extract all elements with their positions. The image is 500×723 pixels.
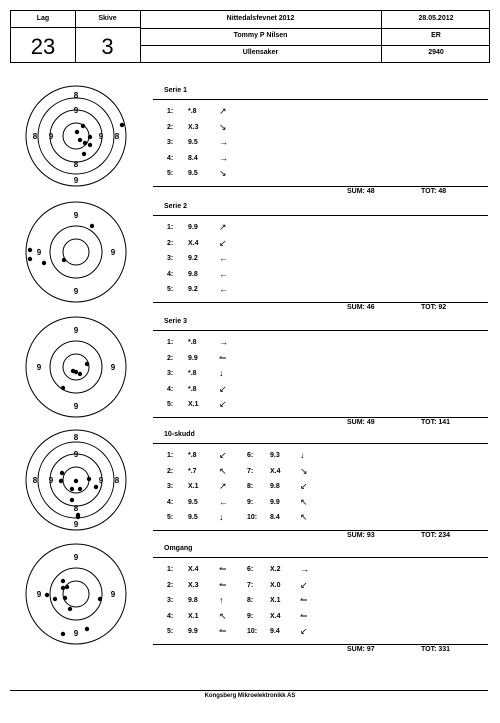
ring-number: 8 <box>32 476 38 485</box>
ring-number: 9 <box>73 176 79 185</box>
target-ring <box>50 226 102 278</box>
shot-score: 9.9 <box>188 354 198 362</box>
shot-direction-arrow: ↓ <box>219 512 224 522</box>
ring-number: 8 <box>73 160 79 169</box>
target-face <box>25 543 127 645</box>
shot-direction-arrow: ↼ <box>219 579 227 590</box>
ring-number: 9 <box>48 132 54 141</box>
shot-hole <box>90 224 94 228</box>
shot-number: 2: <box>167 354 174 362</box>
shot-number: 1: <box>167 566 174 573</box>
shot-hole <box>98 597 102 601</box>
shot-direction-arrow: ↓ <box>300 450 305 460</box>
shot-hole <box>87 477 91 481</box>
shot-hole <box>81 124 85 128</box>
shot-direction-arrow: ↖ <box>300 512 308 522</box>
shot-score: 8.4 <box>270 514 280 521</box>
shot-score: *.8 <box>188 108 197 115</box>
shot-direction-arrow: ↖ <box>300 496 308 507</box>
shot-direction-arrow: ↼ <box>300 610 308 621</box>
shot-score: 9.8 <box>188 597 198 604</box>
ring-number: 8 <box>32 132 38 141</box>
shot-direction-arrow: ← <box>219 268 228 279</box>
shot-number: 5: <box>167 401 174 408</box>
shooter-name: Tommy P Nilsen <box>233 32 288 39</box>
event-name: Nittedalsfevnet 2012 <box>226 15 295 22</box>
ring-number: 9 <box>98 132 104 141</box>
shot-hole <box>85 362 89 366</box>
footer-text: Kongsberg Mikroelektronikk AS <box>204 693 296 699</box>
shot-number: 5: <box>167 628 174 635</box>
skive-label: Skive <box>98 15 117 22</box>
shot-score: X.2 <box>270 566 281 573</box>
shot-number: 2: <box>167 239 174 247</box>
shot-direction-arrow: ↖ <box>219 465 227 476</box>
target-face <box>25 85 127 187</box>
shot-direction-arrow: ↼ <box>219 564 227 574</box>
shot-hole <box>68 607 72 611</box>
series-title: Serie 1 <box>164 87 187 94</box>
target-ring <box>50 568 102 620</box>
shot-number: 6: <box>247 566 254 573</box>
shot-hole <box>83 141 87 145</box>
shot-direction-arrow: ↼ <box>219 352 227 363</box>
shot-hole <box>94 485 98 489</box>
shot-number: 1: <box>167 452 174 459</box>
shot-number: 5: <box>167 514 174 521</box>
shot-number: 9: <box>247 498 254 506</box>
shot-number: 10: <box>247 514 258 521</box>
ring-number: 9 <box>73 629 79 638</box>
ring-number: 8 <box>114 132 120 141</box>
shot-hole <box>88 135 92 139</box>
ring-number: 9 <box>73 402 79 411</box>
series-total: TOT: 234 <box>421 532 451 539</box>
shot-direction-arrow: ↙ <box>300 579 308 590</box>
shot-score: 9.2 <box>188 286 198 293</box>
shot-number: 6: <box>247 452 254 459</box>
shot-hole <box>63 596 67 600</box>
shot-score: X.4 <box>188 239 199 247</box>
shot-hole <box>45 593 49 597</box>
shot-hole <box>88 143 92 147</box>
ring-number: 9 <box>110 590 116 599</box>
series-sum: SUM: 93 <box>347 532 375 539</box>
header-table <box>10 10 490 63</box>
shot-hole <box>70 498 74 502</box>
shot-score: 8.4 <box>188 154 198 162</box>
ring-number: 9 <box>73 106 79 115</box>
shot-direction-arrow: ← <box>219 253 228 263</box>
shot-hole <box>28 257 32 261</box>
shot-hole <box>74 479 78 483</box>
shot-score: X.1 <box>188 483 199 490</box>
ring-number: 9 <box>73 211 79 220</box>
shot-direction-arrow: ↖ <box>219 610 227 621</box>
shot-hole <box>76 515 80 519</box>
shot-score: X.4 <box>270 467 281 475</box>
ring-number: 9 <box>98 476 104 485</box>
shot-score: 9.8 <box>188 270 198 278</box>
shot-direction-arrow: ↘ <box>219 121 227 132</box>
shot-direction-arrow: ↼ <box>300 595 308 605</box>
shot-number: 2: <box>167 581 174 589</box>
series-title: 10-skudd <box>164 431 195 438</box>
ring-number: 9 <box>36 363 42 372</box>
shot-score: 9.8 <box>270 483 280 490</box>
target-ring <box>26 86 126 186</box>
shot-number: 8: <box>247 597 254 604</box>
shooter-number: 2940 <box>428 49 444 56</box>
shot-hole <box>61 386 65 390</box>
shot-hole <box>53 597 57 601</box>
shot-number: 1: <box>167 108 174 115</box>
series-sum: SUM: 48 <box>347 188 375 195</box>
shot-score: 9.3 <box>270 452 280 459</box>
shot-direction-arrow: ↗ <box>219 222 227 232</box>
shot-score: 9.2 <box>188 255 198 262</box>
ring-number: 8 <box>114 476 120 485</box>
shot-score: 9.9 <box>188 224 198 231</box>
ring-number: 8 <box>73 504 79 513</box>
shot-number: 3: <box>167 370 174 377</box>
shot-number: 4: <box>167 154 174 162</box>
shot-number: 5: <box>167 286 174 293</box>
shot-hole <box>82 152 86 156</box>
series-title: Serie 2 <box>164 203 187 210</box>
shot-direction-arrow: ↼ <box>219 626 227 636</box>
shot-number: 3: <box>167 483 174 490</box>
shot-direction-arrow: ← <box>219 284 228 294</box>
target-face <box>25 316 127 418</box>
event-date: 28.05.2012 <box>418 15 454 22</box>
shot-number: 9: <box>247 612 254 620</box>
ring-number: 9 <box>110 363 116 372</box>
target-ring <box>63 354 89 380</box>
series-total: TOT: 331 <box>421 646 451 653</box>
shot-direction-arrow: ↙ <box>300 481 308 491</box>
series-title: Omgang <box>164 545 193 552</box>
shot-number: 3: <box>167 139 174 146</box>
series-total: TOT: 48 <box>421 188 447 195</box>
shot-number: 4: <box>167 498 174 506</box>
series-total: TOT: 141 <box>421 419 451 426</box>
target-ring <box>50 341 102 393</box>
shot-hole <box>59 479 63 483</box>
ring-number: 9 <box>73 450 79 459</box>
shot-score: 9.5 <box>188 498 198 506</box>
lag-value: 23 <box>30 34 56 59</box>
shot-hole <box>61 632 65 636</box>
shot-direction-arrow: ↘ <box>300 465 308 476</box>
shot-number: 1: <box>167 224 174 231</box>
shot-number: 4: <box>167 385 174 393</box>
shot-direction-arrow: ↙ <box>219 399 227 409</box>
series-title: Serie 3 <box>164 318 187 325</box>
shot-score: 9.4 <box>270 628 280 635</box>
skive-value: 3 <box>101 34 114 59</box>
shot-score: X.1 <box>188 612 199 620</box>
ring-number: 9 <box>73 326 79 335</box>
series-sum: SUM: 97 <box>347 646 375 653</box>
lag-label: Lag <box>36 15 50 22</box>
shot-score: X.3 <box>188 123 199 131</box>
ring-number: 8 <box>73 433 79 442</box>
shot-direction-arrow: ↑ <box>219 595 224 605</box>
shot-direction-arrow: ↗ <box>219 481 227 491</box>
shot-direction-arrow: ↓ <box>219 368 224 378</box>
shot-score: 9.5 <box>188 170 198 177</box>
shot-number: 7: <box>247 581 254 589</box>
ring-number: 9 <box>73 520 79 529</box>
shot-score: *.8 <box>188 452 197 459</box>
shot-hole <box>61 586 65 590</box>
shot-direction-arrow: → <box>219 137 228 147</box>
ring-number: 8 <box>73 91 79 100</box>
shot-score: X.3 <box>188 581 199 589</box>
shot-number: 3: <box>167 597 174 604</box>
shot-score: *.8 <box>188 370 197 377</box>
shot-direction-arrow: → <box>219 337 228 347</box>
shot-direction-arrow: ↙ <box>219 450 227 460</box>
shot-score: 9.5 <box>188 514 198 521</box>
shot-number: 4: <box>167 612 174 620</box>
shot-hole <box>78 138 82 142</box>
shot-hole <box>42 261 46 265</box>
ring-number: 9 <box>73 287 79 296</box>
target-ring <box>50 110 102 162</box>
shot-number: 2: <box>167 123 174 131</box>
shot-score: *.8 <box>188 339 197 346</box>
shot-score: 9.9 <box>270 498 280 506</box>
shot-direction-arrow: → <box>219 152 228 163</box>
club-name: Ullensaker <box>242 49 279 56</box>
shot-score: 9.9 <box>188 628 198 635</box>
shot-direction-arrow: ↙ <box>219 383 227 394</box>
series-sum: SUM: 49 <box>347 419 375 426</box>
shot-number: 7: <box>247 467 254 475</box>
shot-number: 5: <box>167 170 174 177</box>
shot-hole <box>28 248 32 252</box>
shot-direction-arrow: ↙ <box>300 626 308 636</box>
shot-number: 10: <box>247 628 258 635</box>
shot-hole <box>62 258 66 262</box>
ring-number: 9 <box>48 476 54 485</box>
shot-number: 2: <box>167 467 174 475</box>
target-face <box>25 429 127 531</box>
shot-hole <box>85 627 89 631</box>
ring-number: 9 <box>36 590 42 599</box>
shot-direction-arrow: ↙ <box>219 237 227 248</box>
target-ring <box>63 239 89 265</box>
shot-hole <box>78 372 82 376</box>
shot-number: 8: <box>247 483 254 490</box>
shot-score: X.4 <box>188 566 199 573</box>
shot-hole <box>65 585 69 589</box>
shot-score: X.1 <box>188 401 199 408</box>
ring-number: 9 <box>36 248 42 257</box>
shot-direction-arrow: ↘ <box>219 168 227 178</box>
shot-hole <box>75 130 79 134</box>
series-total: TOT: 92 <box>421 304 447 311</box>
shot-score: *.8 <box>188 385 197 393</box>
ring-number: 9 <box>110 248 116 257</box>
shot-score: X.1 <box>270 597 281 604</box>
shot-hole <box>78 487 82 491</box>
shot-number: 1: <box>167 339 174 346</box>
shot-score: X.0 <box>270 581 281 589</box>
shot-hole <box>70 487 74 491</box>
shot-hole <box>74 370 78 374</box>
shot-direction-arrow: → <box>300 564 309 574</box>
shot-score: X.4 <box>270 612 281 620</box>
shot-number: 4: <box>167 270 174 278</box>
shot-direction-arrow: ← <box>219 496 228 507</box>
shot-hole <box>60 471 64 475</box>
shooter-class: ER <box>431 32 441 39</box>
shot-hole <box>61 579 65 583</box>
ring-number: 9 <box>73 553 79 562</box>
series-sum: SUM: 46 <box>347 304 375 311</box>
target-face <box>25 201 127 303</box>
shot-score: *.7 <box>188 467 197 475</box>
shot-hole <box>120 123 124 127</box>
shot-score: 9.5 <box>188 139 198 146</box>
shot-number: 3: <box>167 255 174 262</box>
shot-direction-arrow: ↗ <box>219 106 227 116</box>
